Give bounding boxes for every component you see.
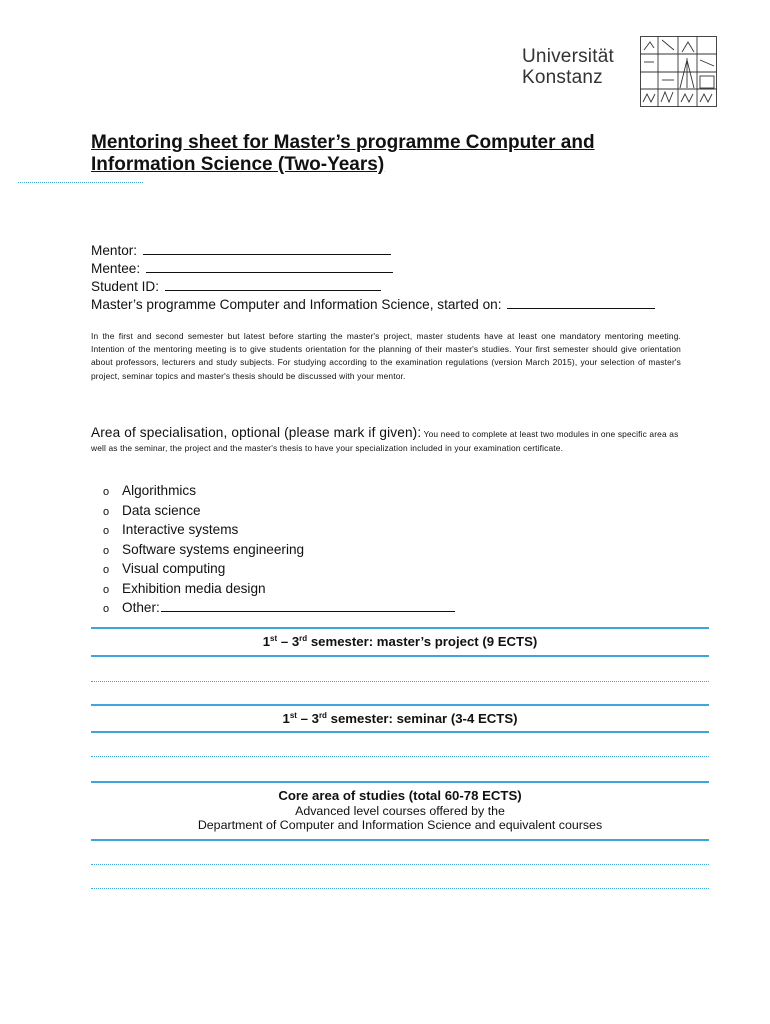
other-blank[interactable] (161, 599, 455, 612)
section-rule (91, 655, 709, 657)
started-on-blank[interactable] (507, 296, 655, 309)
seminar-heading-text: semester: seminar (3-4 ECTS) (330, 711, 518, 726)
section-rule (91, 839, 709, 841)
checkbox-circle-icon[interactable]: o (103, 505, 110, 518)
mentee-field (91, 260, 655, 278)
option-item[interactable] (103, 482, 455, 502)
mentor-field (91, 242, 655, 260)
mentee-label: Mentee: (91, 261, 141, 276)
decorative-rule (18, 182, 143, 183)
option-item[interactable] (103, 521, 455, 541)
option-label: Exhibition media design (122, 580, 266, 596)
checkbox-circle-icon[interactable]: o (103, 603, 110, 615)
checkbox-circle-icon[interactable]: o (103, 525, 110, 537)
sup-st: st (289, 711, 297, 720)
option-item-other[interactable] (103, 599, 455, 619)
option-label: Interactive systems (122, 522, 239, 537)
started-on-label: Master’s programme Computer and Information Science, started on: (91, 297, 502, 312)
project-section-heading: 1st – 3rd semester: master’s project (9 ECTS) (262, 634, 538, 649)
mentor-label: Mentor: (91, 243, 138, 258)
option-item[interactable] (103, 502, 455, 522)
sup-rd: rd (318, 711, 327, 720)
option-label: Algorithmics (122, 483, 197, 498)
option-label: Software systems engineering (122, 541, 305, 557)
mentee-blank[interactable] (146, 260, 393, 273)
seminar-section-heading: 1st – 3rd semester: seminar (3-4 ECTS) (282, 711, 518, 726)
option-item[interactable] (103, 580, 455, 600)
specialisation-options (103, 482, 455, 619)
university-emblem-icon (640, 36, 718, 108)
started-on-field (91, 296, 655, 314)
mentor-blank[interactable] (143, 242, 391, 255)
specialisation-note: You need to complete at least two modules in one specific area as well as the seminar, the project and the master's thesis to have your specialization included in your examination certificate. (91, 429, 679, 453)
entry-line[interactable] (91, 681, 709, 682)
option-label: Visual computing (122, 561, 226, 576)
specialisation-block (91, 426, 683, 455)
entry-line[interactable] (91, 888, 709, 889)
project-heading-text: semester: master’s project (9 ECTS) (310, 634, 538, 649)
checkbox-circle-icon[interactable]: o (103, 564, 110, 576)
logo-wordmark (522, 46, 614, 88)
logo-line-1: Universität (522, 46, 614, 67)
entry-line[interactable] (91, 756, 709, 757)
other-label: Other: (122, 600, 160, 615)
checkbox-circle-icon[interactable]: o (103, 486, 110, 498)
section-rule (91, 781, 709, 783)
sup-rd: rd (299, 634, 308, 643)
intro-paragraph: In the first and second semester but latest before starting the master's project, master students have at least one mandatory mentoring meeting. Intention of the mentoring meeting is to give students orientation for the planning of their master's studies. Your first semester should give orientation about professors, lecturers and study subjects. For studying according to the examination regulations (version March 2015), your selection of master's project, seminar topics and master's thesis should be discussed with your mentor. (91, 331, 681, 381)
student-id-label: Student ID: (91, 279, 160, 294)
option-item[interactable] (103, 560, 455, 580)
checkbox-circle-icon[interactable]: o (103, 544, 110, 557)
core-subheading-1: Advanced level courses offered by the (295, 804, 505, 818)
core-section-heading: Core area of studies (total 60-78 ECTS) (278, 788, 522, 803)
core-subheading-2: Department of Computer and Information Science and equivalent courses (197, 818, 603, 832)
info-fields (91, 242, 655, 314)
option-item[interactable] (103, 541, 455, 561)
checkbox-circle-icon[interactable]: o (103, 583, 110, 596)
section-rule (91, 731, 709, 733)
entry-line[interactable] (91, 864, 709, 865)
university-logo (522, 36, 718, 108)
sup-st: st (270, 634, 278, 643)
document-title: Mentoring sheet for Master’s programme Computer and Information Science (Two-Years) (91, 132, 595, 175)
option-label: Data science (122, 502, 201, 518)
specialisation-heading: Area of specialisation, optional (please mark if given): (91, 425, 422, 440)
student-id-field (91, 278, 655, 296)
section-rule (91, 627, 709, 629)
student-id-blank[interactable] (165, 278, 381, 291)
logo-line-2: Konstanz (522, 67, 603, 88)
section-rule (91, 704, 709, 706)
